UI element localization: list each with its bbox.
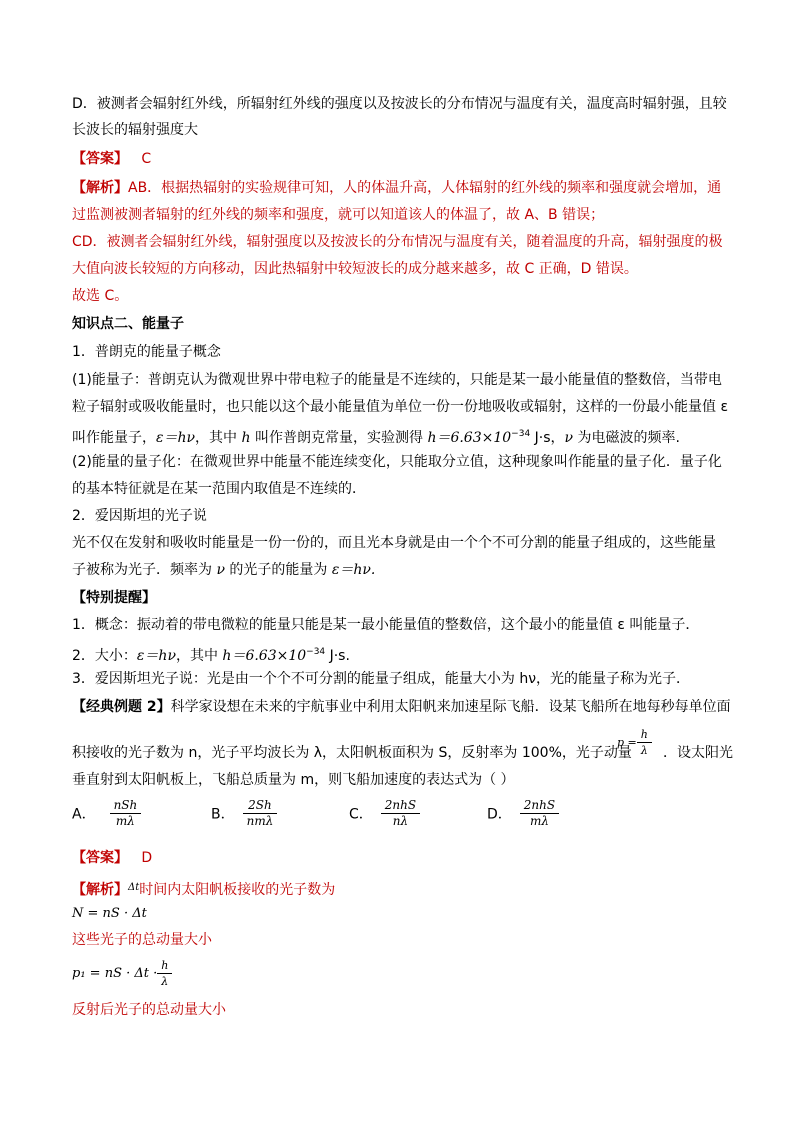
answer-label: 【答案】 <box>72 151 128 167</box>
tip-3: 3．爱因斯坦光子说：光是由一个个不可分割的能量子组成，能量大小为 hν，光的能量子称为光子． <box>72 671 691 687</box>
para-3-line1: 光不仅在发射和吸收时能量是一份一份的，而且光本身就是由一个个不可分割的能量子组成的，这些能量 <box>72 535 716 551</box>
option-b[interactable]: B． $\frac{2Sh}{\text{nmλ}}$ <box>211 798 277 829</box>
para-3-line2: 子被称为光子．频率为 ν 的光子的能量为 ε＝hν. <box>72 562 376 578</box>
example-2-line3: 垂直射到太阳帆板上，飞船总质量为 m，则飞船加速度的表达式为（ ） <box>72 772 515 788</box>
option-a[interactable]: A． $\frac{\text{nSh}}{m\lambda}$ <box>72 798 141 829</box>
para-1-line1: (1)能量子：普朗克认为微观世界中带电粒子的能量是不连续的，只能是某一最小能量值的整数倍，当带电 <box>72 372 722 388</box>
analysis-1-line5: 故选 C。 <box>72 288 129 304</box>
analysis-2-line1: 【解析】$^{\Delta t}$时间内太阳帆板接收的光子数为 <box>72 882 336 898</box>
example-2-line2: 积接收的光子数为 n，光子平均波长为 λ，太阳帆板面积为 S，反射率为 100%，光子动量 <box>72 745 632 761</box>
delta-t-symbol: Δt <box>128 882 140 893</box>
momentum-formula: p = $\frac{h}{\lambda}$ <box>617 727 652 758</box>
tip-1: 1．概念：振动着的带电微粒的能量只能是某一最小能量值的整数倍，这个最小的能量值 ε 叫能量子． <box>72 617 700 633</box>
para-2-line2: 的基本特征就是在某一范围内取值是不连续的． <box>72 481 366 497</box>
total-momentum-formula: p₁ = nS · Δt · $\frac{h}{\lambda}$ <box>72 958 172 989</box>
example-label: 【经典例题 2】 <box>72 699 171 715</box>
option-d-line1: D．被测者会辐射红外线，所辐射红外线的强度以及按波长的分布情况与温度有关，温度高时辐射强，且较 <box>72 96 727 112</box>
example-2-line1: 【经典例题 2】科学家设想在未来的宇航事业中利用太阳帆来加速星际飞船．设某飞船所在地每秒每单位面 <box>72 699 731 715</box>
tip-2: 2．大小：ε＝hν，其中 $h=6.63\times 10^{-34}$ J·s. <box>72 647 350 664</box>
option-c[interactable]: C． $\frac{\text{2nhS}}{n\lambda}$ <box>349 798 420 829</box>
analysis-1-line3: CD．被测者会辐射红外线，辐射强度以及按波长的分布情况与温度有关，随着温度的升高，辐射强度的极 <box>72 234 723 250</box>
para-2-line1: (2)能量的量子化：在微观世界中能量不能连续变化，只能取分立值，这种现象叫作能量的量子化．量子化 <box>72 454 722 470</box>
analysis-2-line2: 这些光子的总动量大小 <box>72 932 212 948</box>
answer-value: C <box>141 151 152 167</box>
para-1-line3: 叫作能量子，ε＝hν，其中 h 叫作普朗克常量，实验测得 $h=6.63\times 10^{-34}$ J·s，ν 为电磁波的频率. <box>72 429 680 446</box>
section-2-heading: 2．爱因斯坦的光子说 <box>72 508 207 524</box>
example-2-line2-tail: ．设太阳光 <box>663 745 733 761</box>
analysis-label: 【解析】 <box>72 882 128 898</box>
option-d-line2: 长波长的辐射强度大 <box>72 122 198 138</box>
answer-1 <box>72 149 151 169</box>
analysis-1-line1: 【解析】AB．根据热辐射的实验规律可知，人的体温升高，人体辐射的红外线的频率和强度就会增加，通 <box>72 180 722 196</box>
photon-count-formula: N = nS · Δt <box>72 906 147 921</box>
analysis-label: 【解析】 <box>72 180 128 196</box>
section-1-heading: 1．普朗克的能量子概念 <box>72 344 221 360</box>
option-d[interactable]: D． $\frac{\text{2nhS}}{m\lambda}$ <box>487 798 559 829</box>
answer-2 <box>72 848 152 868</box>
answer-label: 【答案】 <box>72 850 128 866</box>
analysis-2-line3: 反射后光子的总动量大小 <box>72 1002 226 1018</box>
knowledge-point-2-heading: 知识点二、能量子 <box>72 316 184 332</box>
para-1-line2: 粒子辐射或吸收能量时，也只能以这个最小能量值为单位一份一份地吸收或辐射，这样的一份最小能量值 ε <box>72 399 729 415</box>
analysis-1-line4: 大值向波长较短的方向移动，因此热辐射中较短波长的成分越来越多，故 C 正确，D 错误。 <box>72 261 638 277</box>
answer-value: D <box>141 850 153 866</box>
tips-heading: 【特别提醒】 <box>72 590 156 606</box>
analysis-1-line2: 过监测被测者辐射的红外线的频率和强度，就可以知道该人的体温了，故 A、B 错误； <box>72 207 605 223</box>
